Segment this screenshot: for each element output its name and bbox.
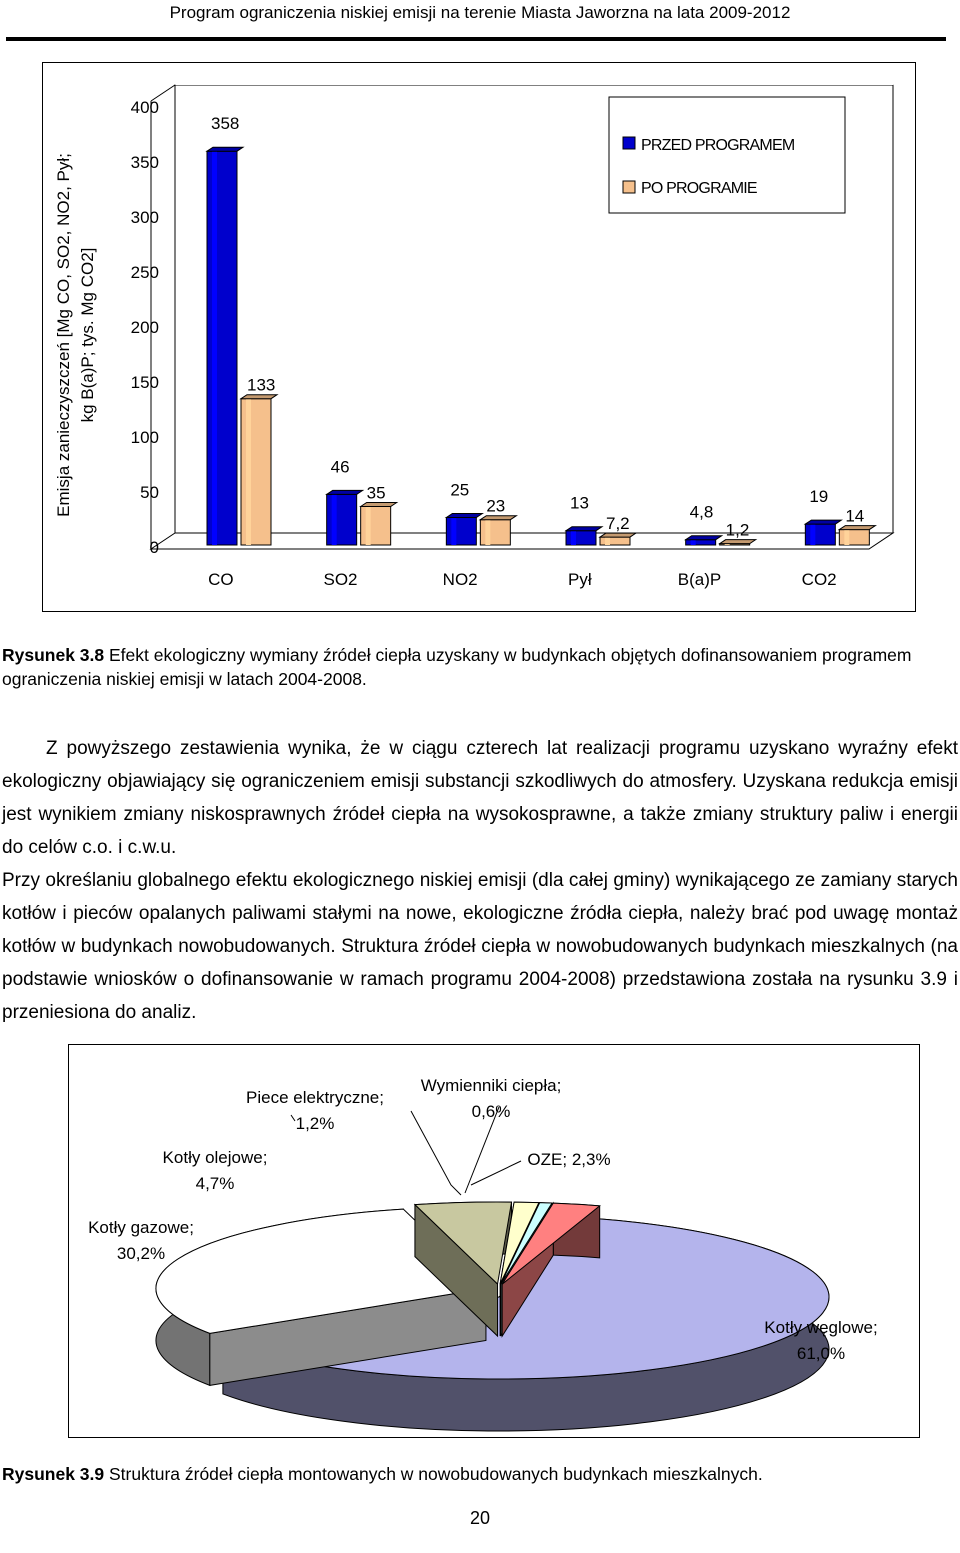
bar-top <box>446 514 482 518</box>
page-header: Program ograniczenia niskiej emisji na terenie Miasta Jaworzna na lata 2009-2012 <box>169 3 791 22</box>
y-tick-label: 0 <box>149 538 159 557</box>
bar-before-4 <box>686 540 716 545</box>
legend-swatch-after <box>623 181 635 193</box>
data-label: 46 <box>330 457 350 477</box>
pie-chart <box>69 1045 919 1437</box>
figure-caption-3-9 <box>2 1462 956 1486</box>
bar-top <box>839 526 875 530</box>
pie-chart-frame <box>68 1044 920 1438</box>
y-tick-label: 350 <box>130 153 159 172</box>
body-text <box>2 732 958 1029</box>
pie-label-5: OZE; 2,3% <box>527 1150 611 1169</box>
bar-top <box>720 540 756 544</box>
data-label: 35 <box>366 483 386 503</box>
caption-3-9-label: Rysunek 3.9 <box>2 1464 105 1484</box>
y-tick-label: 150 <box>130 373 159 392</box>
bar-top <box>361 503 397 507</box>
bar-after-3 <box>600 537 630 545</box>
legend-swatch-before <box>623 137 635 149</box>
page-number: 20 <box>469 1508 491 1528</box>
bar-highlight <box>844 530 849 545</box>
bar-top <box>566 527 602 531</box>
legend-label-after: PO PROGRAMIE <box>641 180 757 197</box>
bar-highlight <box>571 531 576 545</box>
x-category-label: NO2 <box>442 570 478 589</box>
x-category-label: CO2 <box>801 570 837 589</box>
y-tick-label: 400 <box>130 98 159 117</box>
bar-highlight <box>366 507 371 546</box>
pie-label-value-2: 4,7% <box>195 1174 235 1193</box>
legend-label-before: PRZED PROGRAMEM <box>641 137 795 154</box>
header-rule <box>6 37 946 41</box>
bar-top <box>480 516 516 520</box>
bar-chart-frame <box>42 62 916 612</box>
bar-highlight <box>485 520 490 545</box>
bar-highlight <box>810 524 815 545</box>
data-label: 1,2 <box>725 520 750 540</box>
legend <box>609 97 845 213</box>
bar-after-1 <box>361 507 391 546</box>
data-label: 23 <box>486 496 506 516</box>
y-tick-label: 50 <box>140 483 159 502</box>
pie-label-name-2: Kotły olejowe; <box>162 1148 268 1167</box>
bar-before-2 <box>446 518 476 546</box>
y-tick-label: 250 <box>130 263 159 282</box>
bar-before-5 <box>805 524 835 545</box>
data-label: 358 <box>211 114 240 134</box>
y-axis-title-line1: Emisja zanieczyszczeń [Mg CO, SO2, NO2, Pył; <box>54 153 73 517</box>
bar-after-0 <box>241 399 271 545</box>
bar-chart <box>43 63 915 611</box>
bar-after-2 <box>480 520 510 545</box>
data-label: 25 <box>450 480 470 500</box>
pie-label-name-1: Kotły gazowe; <box>88 1218 194 1237</box>
bar-top <box>686 536 722 540</box>
leader-line <box>471 1161 521 1185</box>
pie-label-value-3: 1,2% <box>295 1114 335 1133</box>
data-label: 4,8 <box>689 502 714 522</box>
bar-highlight <box>246 399 251 545</box>
x-category-label: Pył <box>568 570 592 589</box>
bar-highlight <box>605 537 610 545</box>
bar-after-5 <box>839 530 869 545</box>
y-tick-label: 200 <box>130 318 159 337</box>
bar-highlight <box>691 540 696 545</box>
data-label: 133 <box>247 375 276 395</box>
pie-label-name-3: Piece elektryczne; <box>246 1088 384 1107</box>
bar-top <box>241 395 277 399</box>
x-category-label: CO <box>208 570 234 589</box>
data-label: 13 <box>570 493 589 513</box>
bar-top <box>207 147 243 151</box>
bar-highlight <box>332 494 337 545</box>
bar-before-1 <box>327 494 357 545</box>
data-label: 19 <box>809 487 829 507</box>
y-tick-label: 300 <box>130 208 159 227</box>
y-axis-title-line2: kg B(a)P; tys. Mg CO2] <box>78 247 97 423</box>
data-label: 14 <box>845 506 865 526</box>
bar-top <box>327 490 363 494</box>
leader-line <box>411 1111 461 1195</box>
pie-label-name-0: Kotły węglowe; <box>764 1318 878 1337</box>
caption-3-8-text: Efekt ekologiczny wymiany źródeł ciepła uzyskany w budynkach objętych dofinansowaniem programem ograniczenia niskiej emisji w latach 2004-2008. <box>2 645 912 689</box>
bar-before-3 <box>566 531 596 545</box>
pie-label-name-4: Wymienniki ciepła; <box>420 1076 562 1095</box>
x-category-label: SO2 <box>323 570 358 589</box>
leader-line <box>291 1115 295 1121</box>
figure-caption-3-8 <box>2 643 956 691</box>
paragraph-1: Z powyższego zestawienia wynika, że w ciągu czterech lat realizacji programu uzyskano wyraźny efekt ekologiczny objawiający się ograniczeniem emisji substancji szkodliwych do atmosfery. Uzyskana redukcja emisji jest wynikiem zmiany niskosprawnych źródeł ciepła na wysokosprawne, a także zmiany struktury paliw i energii do celów c.o. i c.w.u. <box>2 738 958 858</box>
bar-highlight <box>212 151 217 545</box>
pie-label-value-0: 61,0% <box>796 1344 846 1363</box>
data-label: 7,2 <box>606 514 630 534</box>
bar-before-0 <box>207 151 237 545</box>
bar-top <box>805 520 841 524</box>
x-category-label: B(a)P <box>677 570 722 589</box>
paragraph-2: Przy określaniu globalnego efektu ekologicznego niskiej emisji (dla całej gminy) wynikającego ze zamiany starych kotłów i pieców opalanych paliwami stałymi na nowe, ekologiczne źródła ciepła, należy brać pod uwagę montaż kotłów w budynkach nowobudowanych. Struktura źródeł ciepła w nowobudowanych budynkach mieszkalnych (na podstawie wniosków o dofinansowanie w ramach programu 2004-2008) przedstawiona została na rysunku 3.9 i przeniesiona do analiz. <box>2 870 958 1023</box>
caption-3-9-text: Struktura źródeł ciepła montowanych w nowobudowanych budynkach mieszkalnych. <box>104 1464 763 1484</box>
y-tick-label: 100 <box>130 428 159 447</box>
bar-top <box>600 533 636 537</box>
caption-3-8-label: Rysunek 3.8 <box>2 645 105 665</box>
bar-highlight <box>451 518 456 546</box>
pie-label-value-4: 0,6% <box>471 1102 511 1121</box>
pie-label-value-1: 30,2% <box>116 1244 166 1263</box>
